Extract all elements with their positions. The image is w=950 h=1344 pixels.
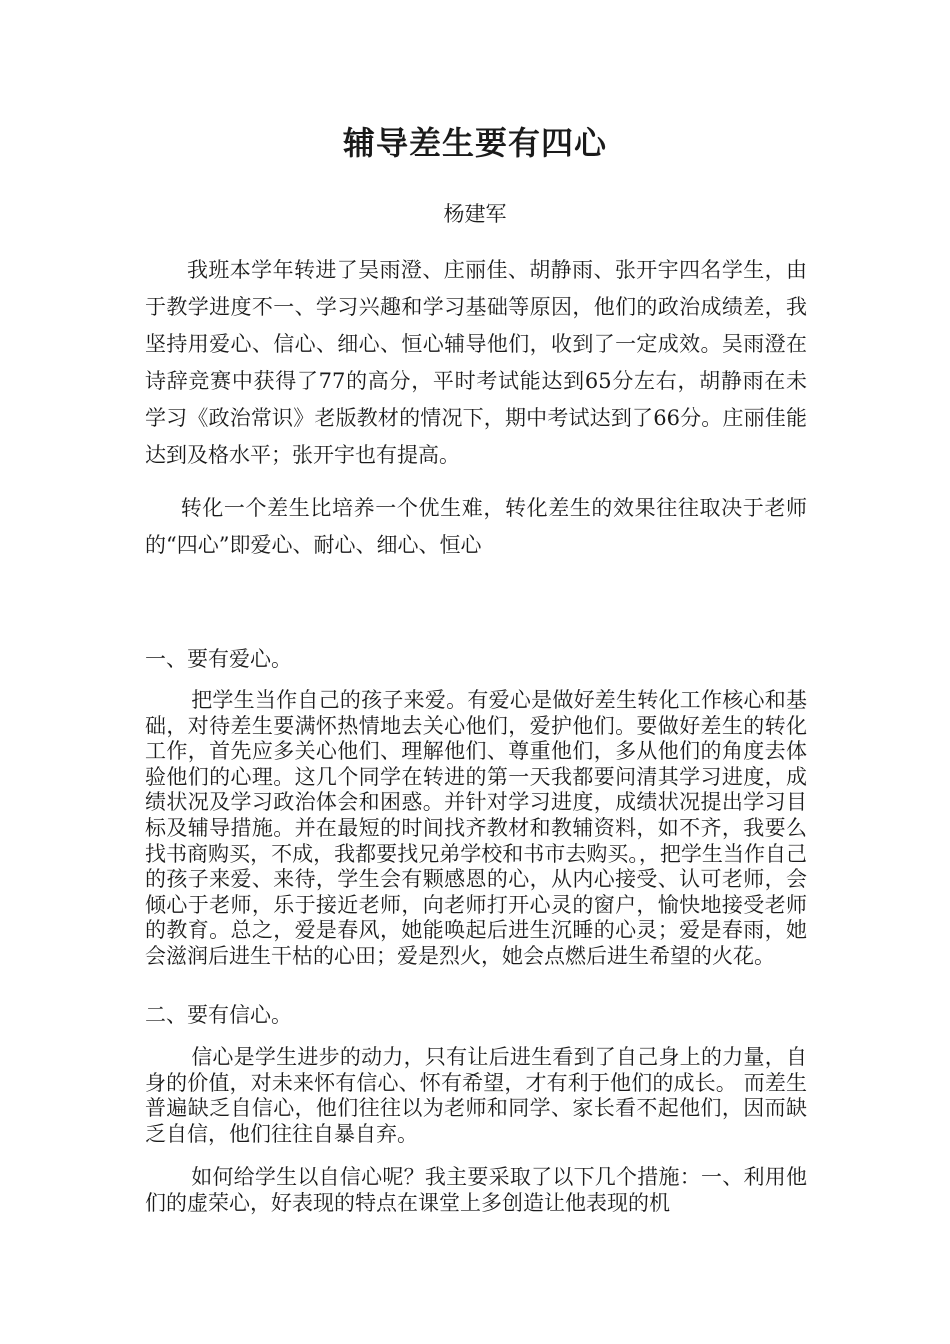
intro-paragraph: 我班本学年转进了吴雨澄、庄丽佳、胡静雨、张开宇四名学生，由于教学进度不一、学习兴趣和学习基础等原因，他们的政治成绩差，我坚持用爱心、信心、细心、恒心辅导他们，收到了一定成效。吴雨澄在诗辞竞赛中获得了77的高分，平时考试能达到65分左右，胡静雨在未学习《政治常识》老版教材的情况下，期中考试达到了66分。庄丽佳能达到及格水平；张开宇也有提高。: [145, 258, 807, 467]
author-name: 杨建军: [443, 202, 507, 226]
section-paragraph-confidence: 信心是学生进步的动力，只有让后进生看到了自己身上的力量，自身的价值，对未来怀有信心、怀有希望，才有利于他们的成长。 而差生普遍缺乏自信心，他们往往以为老师和同学、家长看不起他们，因而缺乏自信，他们往往自暴自弃。: [145, 1045, 807, 1146]
document-title: 辅导差生要有四心: [342, 124, 607, 162]
section-paragraph-love: 把学生当作自己的孩子来爱。有爱心是做好差生转化工作核心和基础，对待差生要满怀热情地去关心他们，爱护他们。要做好差生的转化工作，首先应多关心他们、理解他们、尊重他们，多从他们的角度去体验他们的心理。这几个同学在转进的第一天我都要问清其学习进度，成绩状况及学习政治体会和困惑。并针对学习进度，成绩状况提出学习目标及辅导措施。并在最短的时间找齐教材和教辅资料，如不齐，我要么找书商购买，不成，我都要找兄弟学校和书市去购买。，把学生当作自己的孩子来爱、来待，学生会有颗感恩的心，从内心接受、认可老师，会倾心于老师，乐于接近老师，向老师打开心灵的窗户，愉快地接受老师的教育。总之，爱是春风，她能唤起后进生沉睡的心灵；爱是春雨，她会滋润后进生干枯的心田；爱是烈火，她会点燃后进生希望的火花。: [145, 688, 807, 968]
section-heading-love: 一、要有爱心。: [145, 647, 292, 671]
section-paragraph-measures: 如何给学生以自信心呢？我主要采取了以下几个措施：一、利用他们的虚荣心，好表现的特点在课堂上多创造让他表现的机: [145, 1165, 807, 1215]
section-heading-confidence: 二、要有信心。: [145, 1003, 292, 1027]
summary-paragraph: 转化一个差生比培养一个优生难，转化差生的效果往往取决于老师的“四心”即爱心、耐心、细心、恒心: [145, 496, 807, 557]
